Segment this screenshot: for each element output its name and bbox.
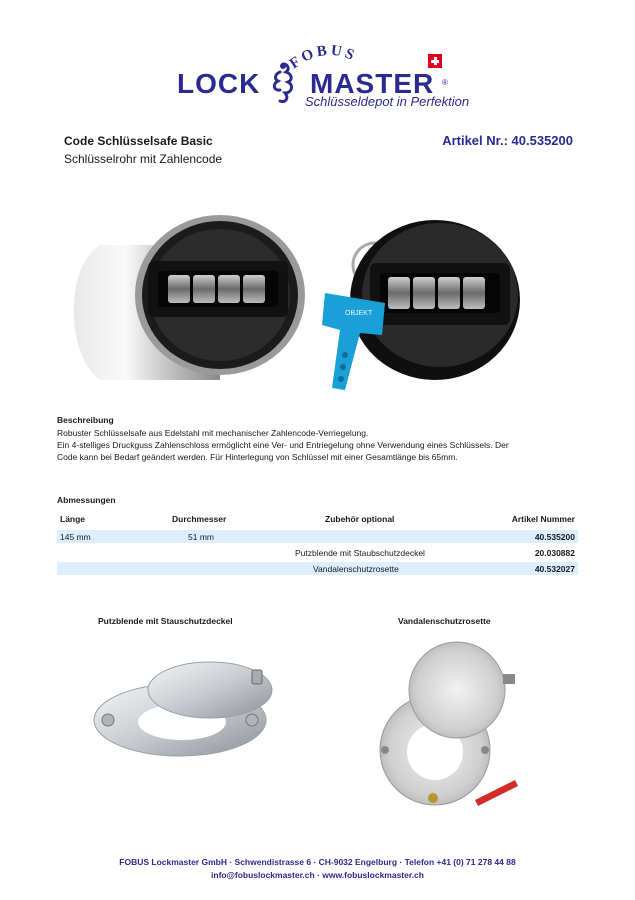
cell-accessory: Putzblende mit Staubschutzdeckel xyxy=(295,548,425,558)
column-header-article: Artikel Nummer xyxy=(511,514,575,524)
description-line: Ein 4-stelliges Druckguss Zahlenschloss ermöglicht eine Ver- und Entriegelung ohne Verwendung eines Schlüssels. Der xyxy=(57,440,509,450)
cell-article: 20.030882 xyxy=(534,548,575,558)
description-line: Robuster Schlüsselsafe aus Edelstahl mit mechanischer Zahlencode-Verriegelung. xyxy=(57,428,369,438)
combination-lock xyxy=(350,220,520,380)
logo-lock-word: LOCK xyxy=(177,68,261,99)
column-header-length: Länge xyxy=(60,514,86,524)
footer-contact: info@fobuslockmaster.ch · www.fobuslockmaster.ch xyxy=(211,870,424,880)
footer-address: FOBUS Lockmaster GmbH · Schwendistrasse 6 · CH-9032 Engelburg · Telefon +41 (0) 71 278 44 88 xyxy=(119,857,516,867)
cell-accessory: Vandalenschutzrosette xyxy=(313,564,399,574)
rosette-image xyxy=(365,640,525,810)
description-heading: Beschreibung xyxy=(57,415,114,425)
product-subtitle: Schlüsselrohr mit Zahlencode xyxy=(64,152,223,166)
company-logo xyxy=(170,38,470,113)
product-image xyxy=(60,205,560,405)
registered-mark: ® xyxy=(442,78,448,87)
accessory-label-cover-plate: Putzblende mit Stauschutzdeckel xyxy=(98,616,233,626)
article-number: Artikel Nr.: 40.535200 xyxy=(442,133,573,148)
cover-plate-image xyxy=(80,650,280,770)
cell-diameter: 51 mm xyxy=(188,532,214,542)
cell-article: 40.532027 xyxy=(534,564,575,574)
table-row xyxy=(57,530,578,543)
column-header-diameter: Durchmesser xyxy=(172,514,227,524)
gecko-icon xyxy=(266,60,300,106)
description-line: Code kann bei Bedarf geändert werden. Für Hinterlegung von Schlüssel mit einer Gesamtlänge bis 65mm. xyxy=(57,452,458,462)
product-title: Code Schlüsselsafe Basic xyxy=(64,134,213,148)
dimensions-heading: Abmessungen xyxy=(57,495,116,505)
cell-article: 40.535200 xyxy=(534,532,575,542)
accessory-label-rosette: Vandalenschutzrosette xyxy=(398,616,491,626)
swiss-flag-icon xyxy=(428,54,442,68)
logo-master-word: MASTER xyxy=(310,68,435,99)
key-label: OBJEKT xyxy=(345,310,373,317)
logo-tagline: Schlüsseldepot in Perfektion xyxy=(305,94,470,109)
steel-tube xyxy=(74,215,305,380)
logo-fobus-text: FOBUS xyxy=(286,42,360,73)
cell-length: 145 mm xyxy=(60,532,91,542)
column-header-accessory: Zubehör optional xyxy=(325,514,395,524)
